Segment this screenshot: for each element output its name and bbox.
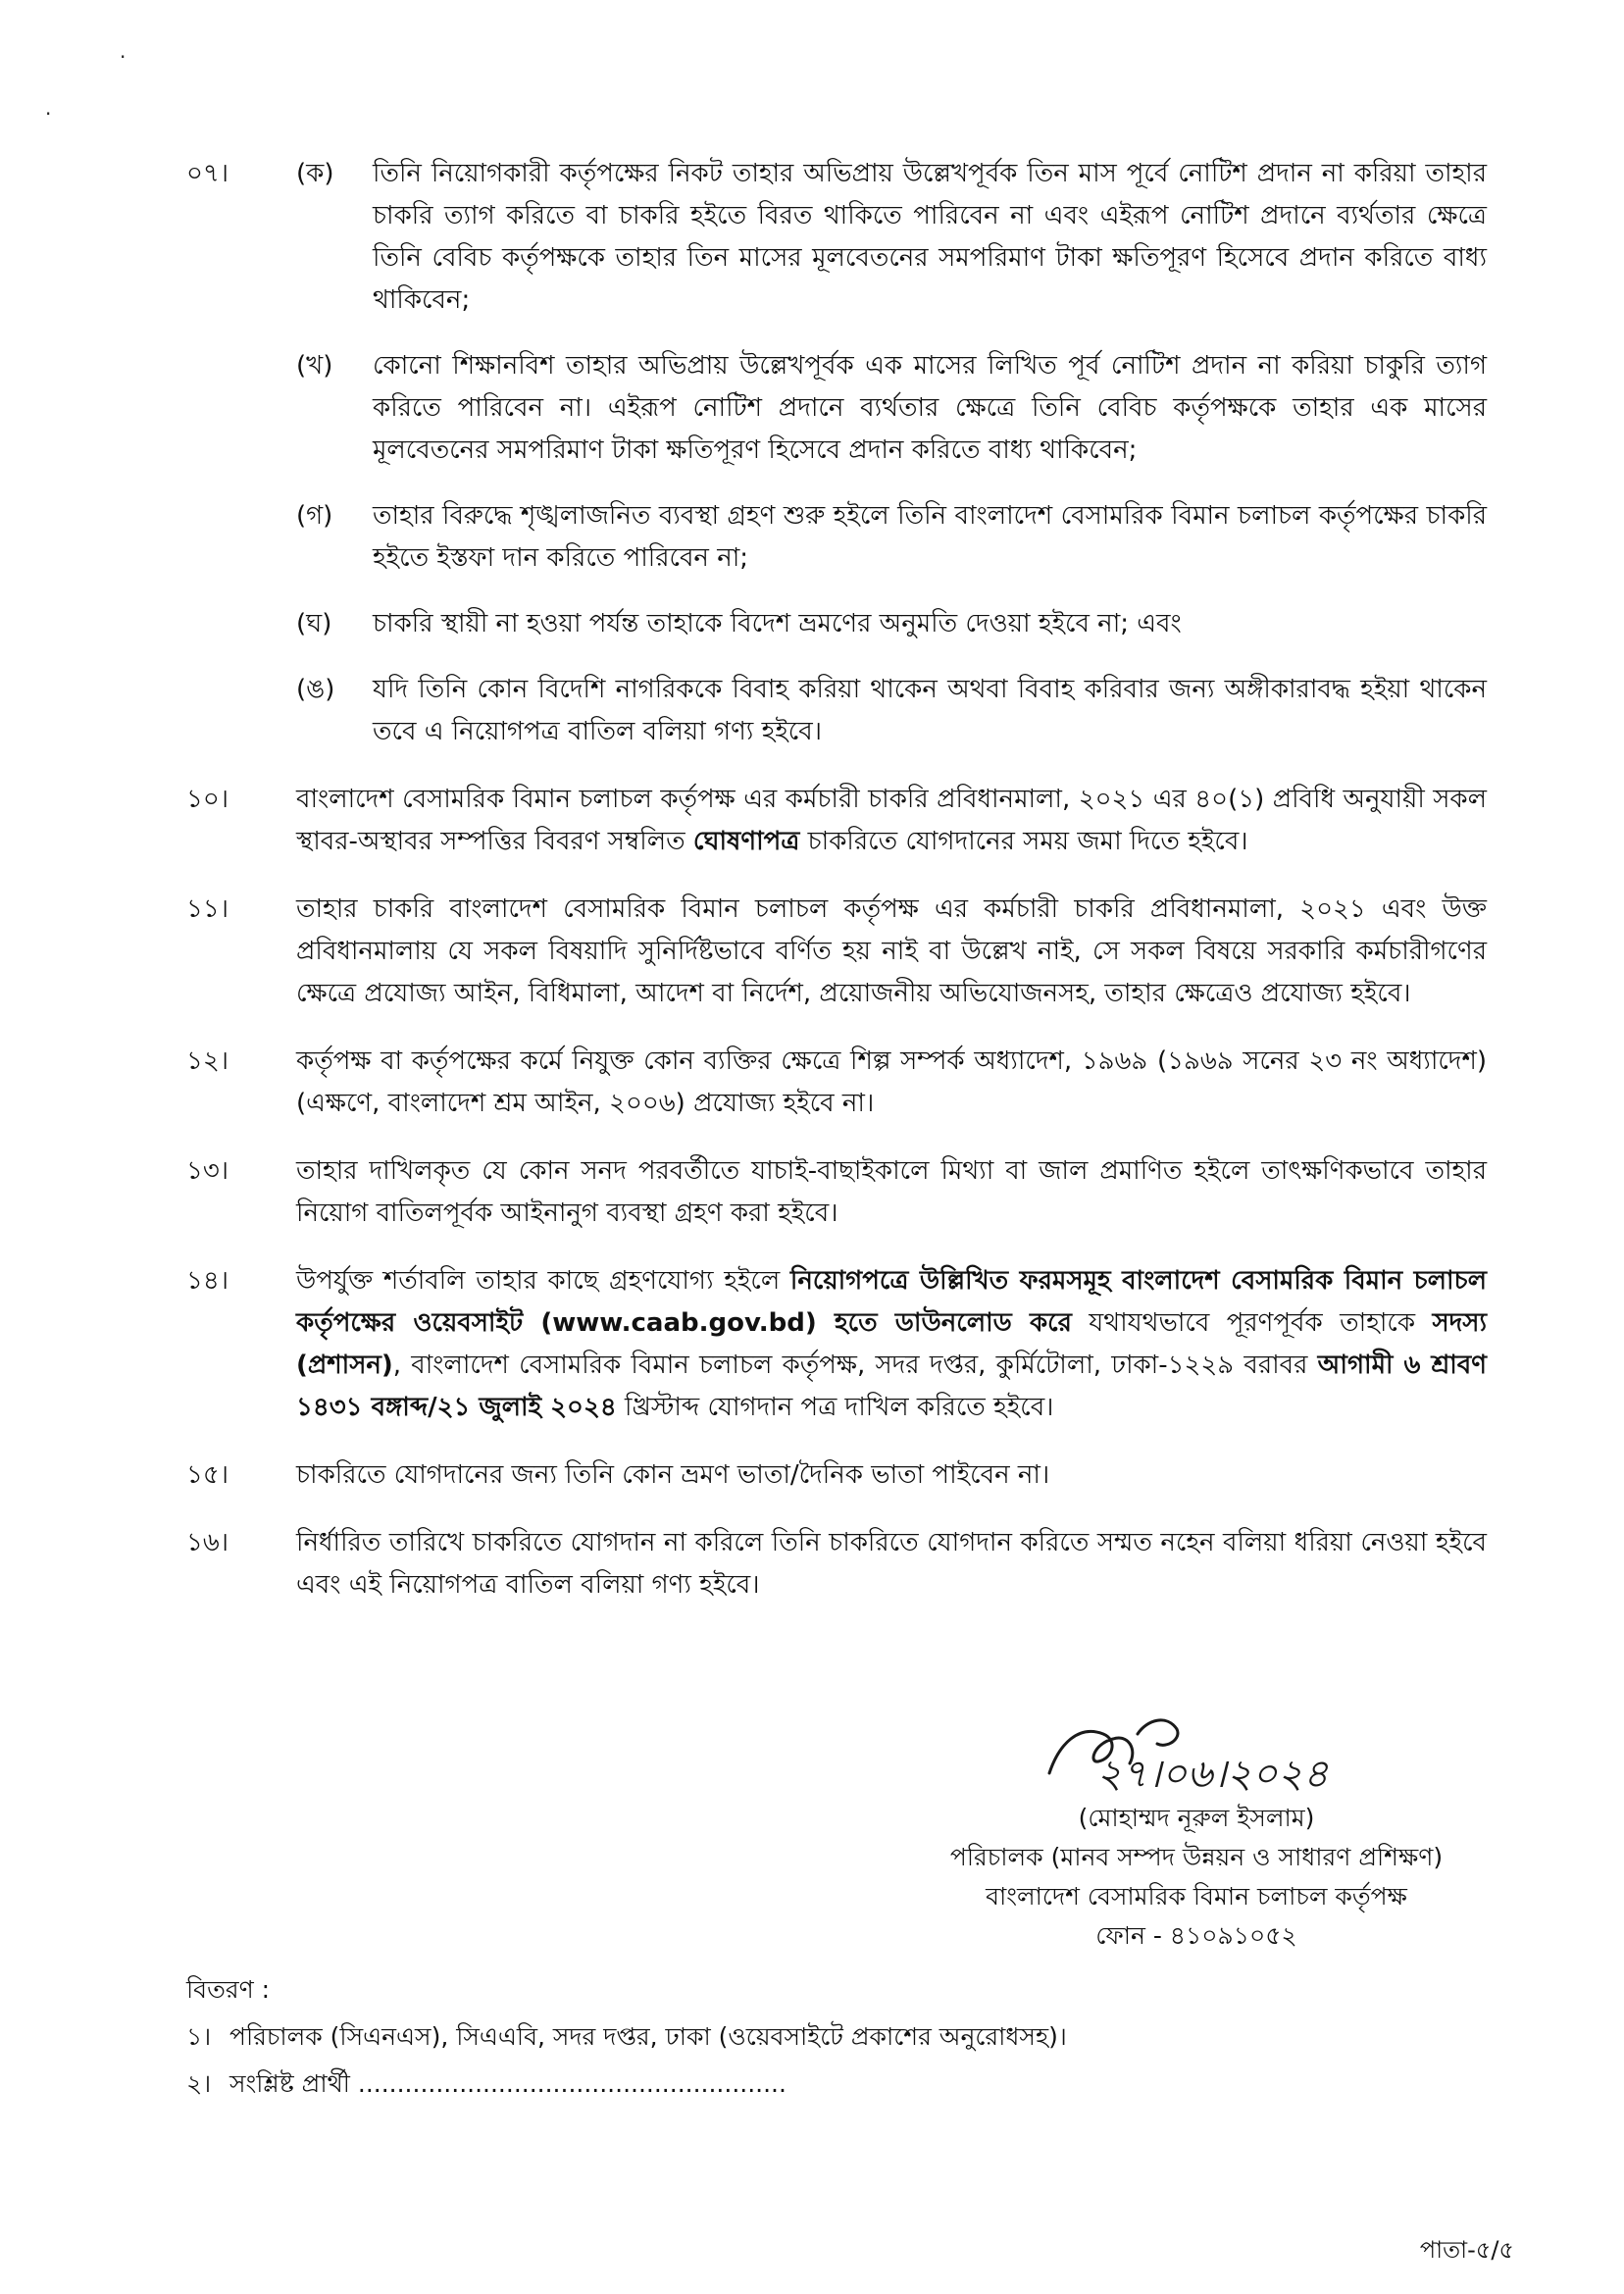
- distribution-entry-text: সংশ্লিষ্ট প্রার্থী .......................................................: [229, 2069, 787, 2098]
- clause-number: ১৪।: [186, 1266, 229, 1296]
- clause-text: তাহার চাকরি বাংলাদেশ বেসামরিক বিমান চলাচল কর্তৃপক্ষ এর কর্মচারী চাকরি প্রবিধানমালা, ২০২১ এবং উক্ত প্রবিধানমালায় যে সকল বিষয়াদি সুনির্দিষ্টভাবে বর্ণিত হয় নাই বা উল্লেখ নাই, সে সকল বিষয়ে সরকারি কর্মচারীগণের ক্ষেত্রে প্রযোজ্য আইন, বিধিমালা, আদেশ বা নির্দেশ, প্রয়োজনীয় অভিযোজনসহ, তাহার ক্ষেত্রেও প্রযোজ্য হইবে।: [296, 894, 1487, 1008]
- distribution-entry: [186, 2064, 1461, 2105]
- bold-joining-date: আগামী ৬ শ্রাবণ ১৪৩১ বঙ্গাব্দ/২১ জুলাই ২০২৪: [296, 1351, 1487, 1422]
- clause-text-part: , বাংলাদেশ বেসামরিক বিমান চলাচল কর্তৃপক্ষ, সদর দপ্তর, কুর্মিটোলা, ঢাকা-১২২৯ বরাবর: [392, 1351, 1318, 1380]
- sub-clause-text: যদি তিনি কোন বিদেশি নাগরিককে বিবাহ করিয়া থাকেন অথবা বিবাহ করিবার জন্য অঙ্গীকারাবদ্ধ হইয়া থাকেন তবে এ নিয়োগপত্র বাতিল বলিয়া গণ্য হইবে।: [373, 675, 1487, 746]
- clause-text: [296, 779, 1487, 863]
- signatory-organization: বাংলাদেশ বেসামরিক বিমান চলাচল কর্তৃপক্ষ: [986, 1882, 1407, 1911]
- scan-mark: ·: [120, 45, 127, 69]
- clause-text-part: খ্রিস্টাব্দ যোগদান পত্র দাখিল করিতে হইবে।: [616, 1393, 1054, 1422]
- clause-12: [186, 1041, 1487, 1125]
- clause-16: [186, 1522, 1487, 1606]
- clause-number: ১২।: [186, 1046, 229, 1076]
- clause-10: [186, 779, 1487, 863]
- clause-07: [186, 153, 1487, 753]
- sub-clause-ka: [296, 153, 1487, 322]
- sub-clause-label: (ক): [296, 159, 334, 188]
- distribution-entry-number: ২।: [186, 2069, 212, 2098]
- clause-number: ১৫।: [186, 1460, 229, 1490]
- clause-text: নির্ধারিত তারিখে চাকরিতে যোগদান না করিলে তিনি চাকরিতে যোগদান করিতে সম্মত নহেন বলিয়া ধরিয়া নেওয়া হইবে এবং এই নিয়োগপত্র বাতিল বলিয়া গণ্য হইবে।: [296, 1528, 1487, 1600]
- clause-text-part: যথাযথভাবে পূরণপূর্বক তাহাকে: [1071, 1308, 1433, 1338]
- clause-number: ১১।: [186, 894, 229, 924]
- signatory-phone: ফোন - ৪১০৯১০৫২: [1095, 1921, 1297, 1950]
- clause-13: [186, 1150, 1487, 1235]
- handwritten-signature: [1020, 1705, 1373, 1799]
- bold-member-admin: সদস্য (প্রশাসন): [296, 1308, 1487, 1380]
- clause-number: ১৬।: [186, 1528, 229, 1557]
- sub-clause-label: (খ): [296, 351, 333, 381]
- distribution-heading: বিতরণ :: [186, 1975, 271, 2004]
- sub-clause-text: চাকরি স্থায়ী না হওয়া পর্যন্ত তাহাকে বিদেশ ভ্রমণের অনুমতি দেওয়া হইবে না; এবং: [373, 609, 1182, 638]
- clause-14: [186, 1260, 1487, 1429]
- sub-clause-label: (ঘ): [296, 609, 332, 638]
- sub-clause-text: কোনো শিক্ষানবিশ তাহার অভিপ্রায় উল্লেখপূর্বক এক মাসের লিখিত পূর্ব নোটিশ প্রদান না করিয়া চাকুরি ত্যাগ করিতে পারিবেন না। এইরূপ নোটিশ প্রদানে ব্যর্থতার ক্ষেত্রে তিনি বেবিচ কর্তৃপক্ষকে তাহার এক মাসের মূলবেতনের সমপরিমাণ টাকা ক্ষতিপূরণ হিসেবে প্রদান করিতে বাধ্য থাকিবেন;: [373, 351, 1487, 465]
- signatory-designation: পরিচালক (মানব সম্পদ উন্নয়ন ও সাধারণ প্রশিক্ষণ): [949, 1843, 1444, 1871]
- clause-text-part: চাকরিতে যোগদানের সময় জমা দিতে হইবে।: [799, 827, 1248, 856]
- handwritten-date: ২৭।০৬।২০২৪: [1096, 1752, 1329, 1797]
- signatory-name: (মোহাম্মদ নূরুল ইসলাম): [1078, 1804, 1315, 1832]
- scan-mark: ·: [45, 102, 52, 126]
- distribution-list: [186, 1969, 1461, 2105]
- sub-clause-text: তিনি নিয়োগকারী কর্তৃপক্ষের নিকট তাহার অভিপ্রায় উল্লেখপূর্বক তিন মাস পূর্বে নোটিশ প্রদান না করিয়া তাহার চাকরি ত্যাগ করিতে বা চাকরি হইতে বিরত থাকিতে পারিবেন না এবং এইরূপ নোটিশ প্রদানে ব্যর্থতার ক্ষেত্রে তিনি বেবিচ কর্তৃপক্ষকে তাহার তিন মাসের মূলবেতনের সমপরিমাণ টাকা ক্ষতিপূরণ হিসেবে প্রদান করিতে বাধ্য থাকিবেন;: [373, 159, 1487, 315]
- clause-text: [296, 1260, 1487, 1429]
- clause-number: ১৩।: [186, 1156, 229, 1186]
- sub-clause-label: (ঙ): [296, 675, 335, 704]
- clause-text: চাকরিতে যোগদানের জন্য তিনি কোন ভ্রমণ ভাতা/দৈনিক ভাতা পাইবেন না।: [296, 1460, 1050, 1490]
- distribution-entry: [186, 2016, 1461, 2058]
- clause-text: তাহার দাখিলকৃত যে কোন সনদ পরবর্তীতে যাচাই-বাছাইকালে মিথ্যা বা জাল প্রমাণিত হইলে তাৎক্ষণিকভাবে তাহার নিয়োগ বাতিলপূর্বক আইনানুগ ব্যবস্থা গ্রহণ করা হইবে।: [296, 1156, 1487, 1228]
- terms-list: [186, 153, 1487, 1632]
- clause-number: ০৭।: [186, 159, 229, 188]
- sub-clause-text: তাহার বিরুদ্ধে শৃঙ্খলাজনিত ব্যবস্থা গ্রহণ শুরু হইলে তিনি বাংলাদেশ বেসামরিক বিমান চলাচল কর্তৃপক্ষের চাকরি হইতে ইস্তফা দান করিতে পারিবেন না;: [373, 501, 1487, 573]
- distribution-entry-text: পরিচালক (সিএনএস), সিএএবি, সদর দপ্তর, ঢাকা (ওয়েবসাইটে প্রকাশের অনুরোধসহ)।: [229, 2022, 1067, 2051]
- sub-clause-uma: [296, 669, 1487, 753]
- bold-forms-download: নিয়োগপত্রে উল্লিখিত ফরমসমূহ বাংলাদেশ বেসামরিক বিমান চলাচল কর্তৃপক্ষের ওয়েবসাইট (www.caab.gov.bd) হতে ডাউনলোড করে: [296, 1266, 1487, 1338]
- signature-block: [892, 1705, 1500, 1956]
- clause-text: কর্তৃপক্ষ বা কর্তৃপক্ষের কর্মে নিযুক্ত কোন ব্যক্তির ক্ষেত্রে শিল্প সম্পর্ক অধ্যাদেশ, ১৯৬৯ (১৯৬৯ সনের ২৩ নং অধ্যাদেশ) (এক্ষণে, বাংলাদেশ শ্রম আইন, ২০০৬) প্রযোজ্য হইবে না।: [296, 1046, 1487, 1118]
- clause-content: [296, 153, 1487, 753]
- sub-clause-ga: [296, 495, 1487, 580]
- distribution-entry-number: ১।: [186, 2022, 212, 2051]
- clause-15: [186, 1454, 1487, 1497]
- sub-clause-label: (গ): [296, 501, 333, 531]
- sub-clause-gha: [296, 603, 1487, 645]
- bold-declaration: ঘোষণাপত্র: [692, 827, 800, 856]
- sub-clause-kha: [296, 345, 1487, 472]
- clause-11: [186, 889, 1487, 1015]
- page-number: পাতা-৫/৫: [1419, 2236, 1514, 2264]
- clause-number: ১০।: [186, 785, 229, 814]
- clause-text-part: উপর্যুক্ত শর্তাবলি তাহার কাছে গ্রহণযোগ্য হইলে: [296, 1266, 790, 1296]
- clause-text-part: বাংলাদেশ বেসামরিক বিমান চলাচল কর্তৃপক্ষ এর কর্মচারী চাকরি প্রবিধানমালা, ২০২১ এর ৪০(১) প্রবিধি অনুযায়ী সকল স্থাবর-অস্থাবর সম্পত্তির বিবরণ সম্বলিত: [296, 785, 1487, 856]
